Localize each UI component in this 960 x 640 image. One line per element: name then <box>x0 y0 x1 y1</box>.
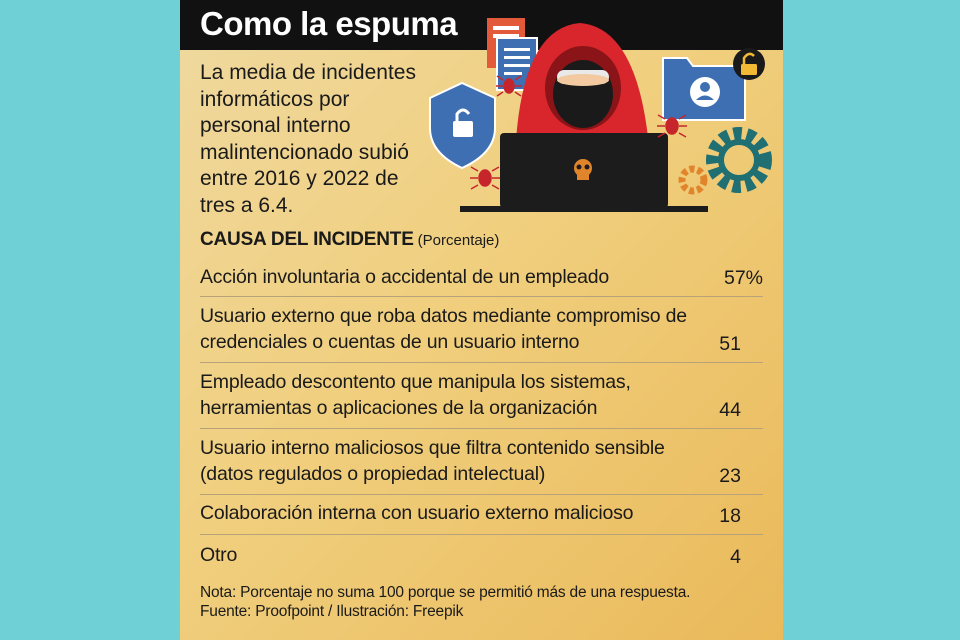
row-value: 4 <box>730 546 741 568</box>
row-value: 57% <box>723 267 763 289</box>
row-value: 44 <box>719 399 741 421</box>
hacker-illustration <box>425 8 775 218</box>
cause-table <box>200 259 763 575</box>
laptop-skull-icon <box>460 133 708 212</box>
row-label: Empleado descontento que manipula los sistemas, herramientas o aplicaciones de la organización <box>200 371 631 419</box>
table-row <box>200 259 763 297</box>
padlock-icon <box>733 48 765 80</box>
source-text: Fuente: Proofpoint / Ilustración: Freepik <box>200 603 464 620</box>
table-row <box>200 363 763 429</box>
table-row <box>200 429 763 495</box>
infographic-panel <box>180 0 783 640</box>
row-value: 51 <box>719 333 741 355</box>
row-label: Acción involuntaria o accidental de un empleado <box>200 266 610 288</box>
note-text: Nota: Porcentaje no suma 100 porque se permitió más de una respuesta. <box>200 584 691 601</box>
gear-icon <box>682 134 765 191</box>
shield-lock-icon <box>430 83 495 168</box>
folder-user-icon <box>663 58 745 120</box>
row-value: 23 <box>719 465 741 487</box>
table-heading <box>200 229 499 251</box>
footnote <box>200 583 690 621</box>
row-label: Colaboración interna con usuario externo malicioso <box>200 502 634 524</box>
row-value: 18 <box>719 505 741 527</box>
row-label: Usuario interno maliciosos que filtra contenido sensible (datos regulados o propiedad intelectual) <box>200 437 665 485</box>
table-row <box>200 535 763 575</box>
row-label: Usuario externo que roba datos mediante compromiso de credenciales o cuentas de un usuario interno <box>200 305 687 353</box>
table-title: CAUSA DEL INCIDENTE <box>200 229 414 250</box>
table-unit: (Porcentaje) <box>417 232 500 249</box>
intro-text: La media de incidentes informáticos por personal interno malintencionado subió entre 2016 y 2022 de tres a 6.4. <box>200 61 416 217</box>
page-title: Como la espuma <box>200 5 458 42</box>
row-label: Otro <box>200 544 238 566</box>
table-row <box>200 297 763 363</box>
table-row <box>200 495 763 535</box>
